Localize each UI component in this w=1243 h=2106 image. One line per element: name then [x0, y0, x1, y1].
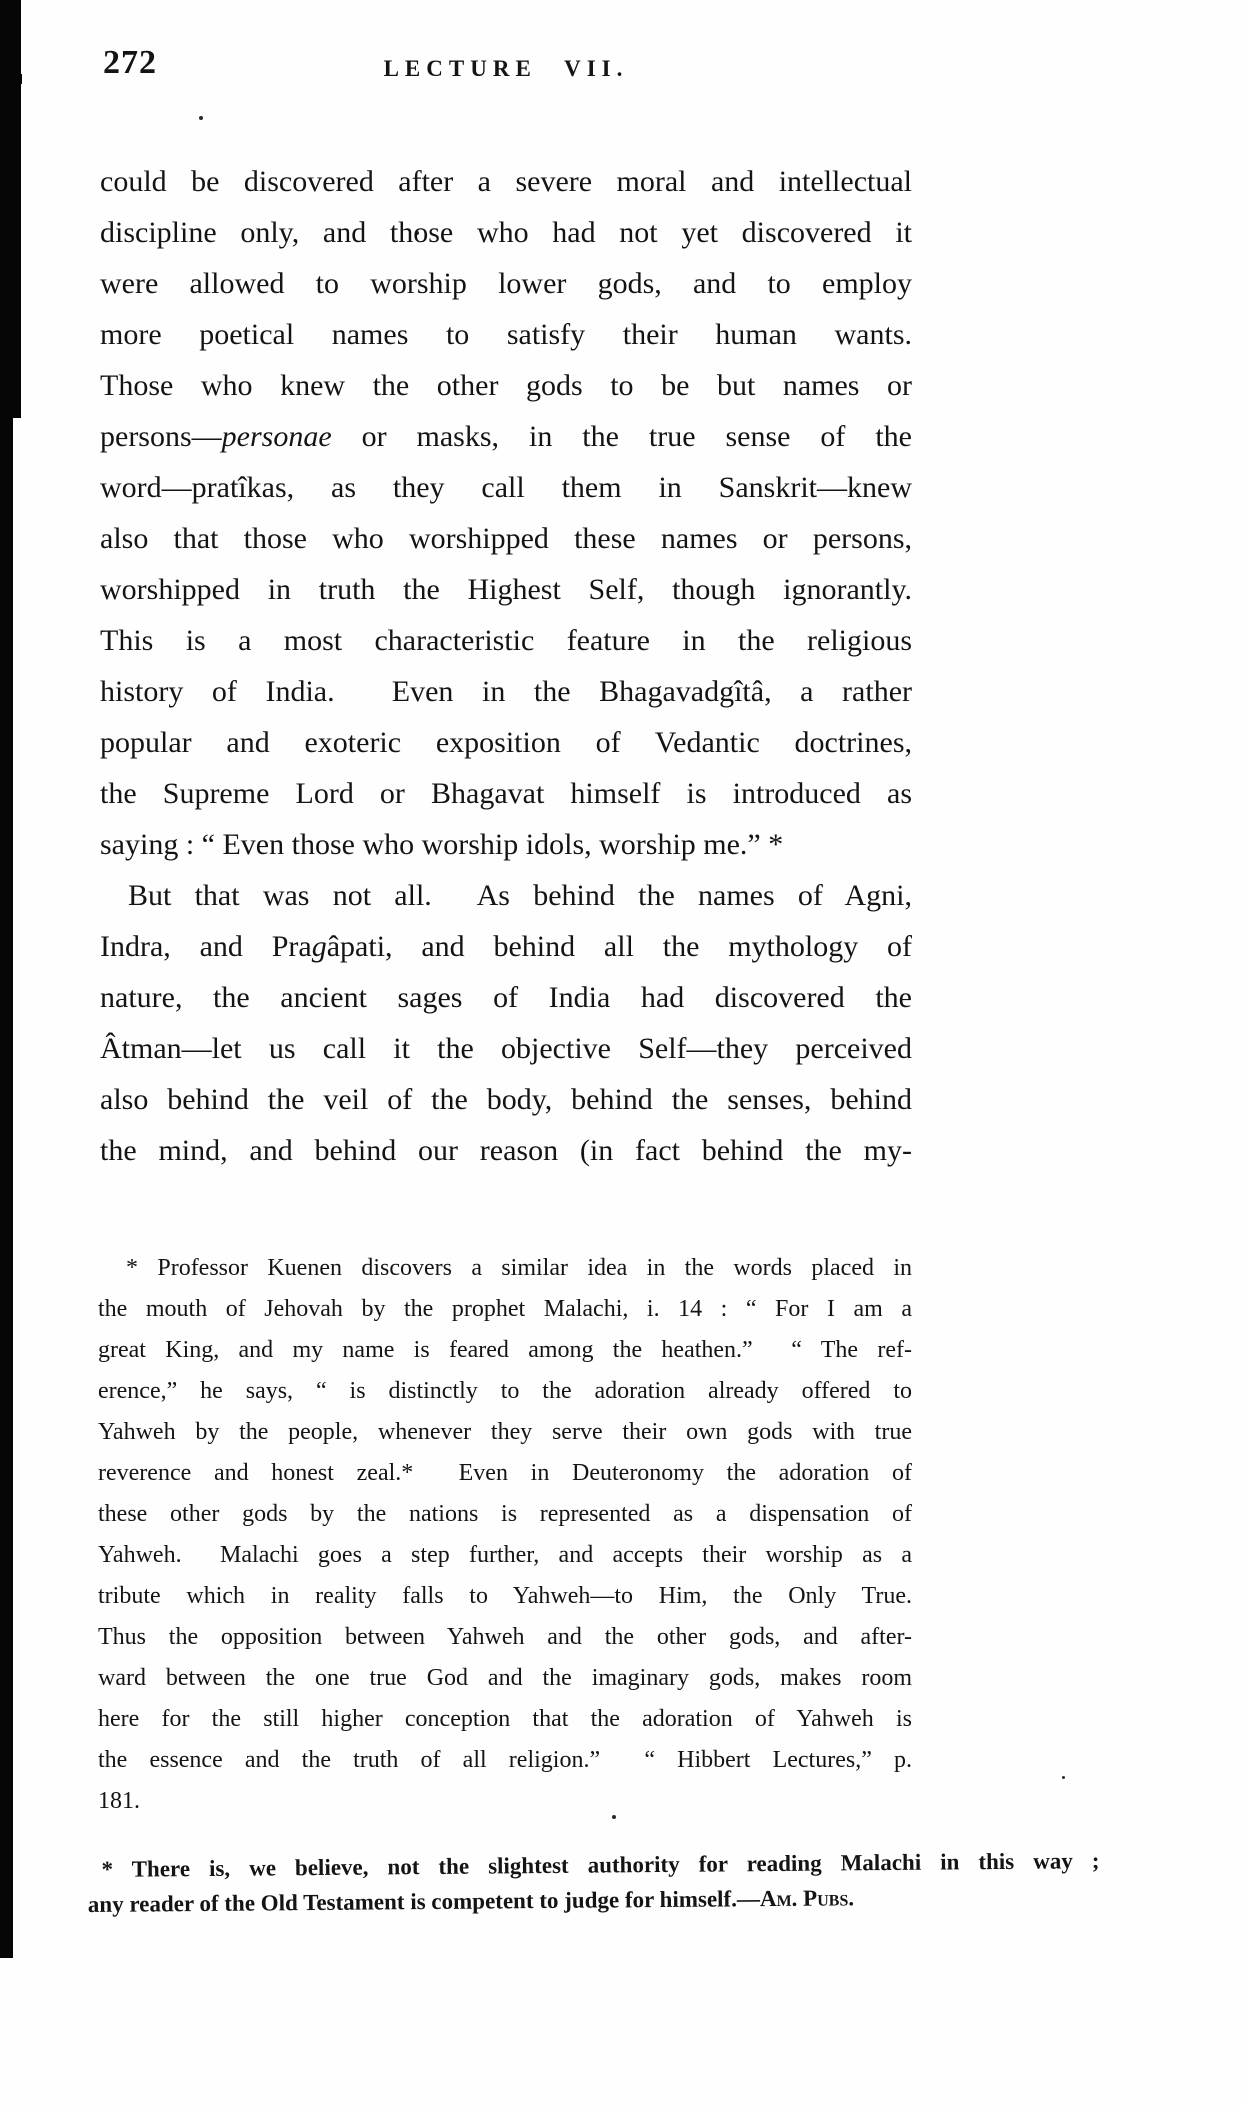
text-line: reverence and honest zeal.* Even in Deuteronomy the adoration of — [98, 1460, 912, 1486]
text-line: more poetical names to satisfy their human wants. — [100, 318, 912, 351]
text-line: also that those who worshipped these names or persons, — [100, 522, 912, 555]
text-line: these other gods by the nations is represented as a dispensation of — [98, 1501, 912, 1527]
text-line: were allowed to worship lower gods, and to employ — [100, 267, 912, 300]
text-line: ward between the one true God and the imaginary gods, makes room — [98, 1665, 912, 1691]
scan-edge-artifact-top — [0, 0, 21, 418]
paragraph — [100, 870, 912, 1176]
text-line: persons—personae or masks, in the true sense of the — [100, 420, 912, 453]
text-line: Yahweh by the people, whenever they serve their own gods with true — [98, 1419, 912, 1445]
text-line: Thus the opposition between Yahweh and the other gods, and after- — [98, 1624, 912, 1650]
text-line: Indra, and Pragâpati, and behind all the mythology of — [100, 930, 912, 963]
text-line: great King, and my name is feared among the heathen.” “ The ref- — [98, 1337, 912, 1363]
scan-edge-mark — [13, 74, 22, 84]
text-line: 181. — [98, 1788, 140, 1814]
text-line: here for the still higher conception that the adoration of Yahweh is — [98, 1706, 912, 1732]
text-line: word—pratîkas, as they call them in Sanskrit—knew — [100, 471, 912, 504]
text-line: nature, the ancient sages of India had discovered the — [100, 981, 912, 1014]
text-line: the Supreme Lord or Bhagavat himself is introduced as — [100, 777, 912, 810]
text-line: saying : “ Even those who worship idols, worship me.” * — [100, 828, 784, 861]
text-line: any reader of the Old Testament is competent to judge for himself.—Am. Pubs. — [87, 1885, 855, 1918]
scan-edge-mark — [13, 218, 20, 244]
scan-speck — [199, 116, 203, 120]
page-number: 272 — [103, 44, 157, 81]
text-line: This is a most characteristic feature in the religious — [100, 624, 912, 657]
text-line: the mind, and behind our reason (in fact behind the my- — [100, 1134, 912, 1167]
body-text — [100, 156, 912, 1176]
text-line: worshipped in truth the Highest Self, though ignorantly. — [100, 573, 912, 606]
text-line: Those who knew the other gods to be but names or — [100, 369, 912, 402]
footnote-kuenen — [98, 1248, 912, 1822]
scan-speck — [1062, 1776, 1065, 1779]
text-line: Yahweh. Malachi goes a step further, and accepts their worship as a — [98, 1542, 912, 1568]
text-line: * There is, we believe, not the slightest authority for reading Malachi in this way ; — [101, 1848, 1100, 1882]
footnote-american-publishers — [87, 1843, 1100, 1922]
text-line: the mouth of Jehovah by the prophet Malachi, i. 14 : “ For I am a — [98, 1296, 912, 1322]
text-line: * Professor Kuenen discovers a similar idea in the words placed in — [126, 1255, 912, 1281]
text-line: tribute which in reality falls to Yahweh—to Him, the Only True. — [98, 1583, 912, 1609]
text-line: history of India. Even in the Bhagavadgîtâ, a rather — [100, 675, 912, 708]
text-line: discipline only, and those who had not yet discovered it — [100, 216, 912, 249]
text-line: could be discovered after a severe moral and intellectual — [100, 165, 912, 198]
text-line: But that was not all. As behind the names of Agni, — [128, 879, 912, 912]
text-line: popular and exoteric exposition of Vedantic doctrines, — [100, 726, 912, 759]
paragraph — [100, 156, 912, 870]
text-line: erence,” he says, “ is distinctly to the adoration already offered to — [98, 1378, 912, 1404]
running-header: LECTURE VII. — [383, 56, 629, 81]
text-line: Âtman—let us call it the objective Self—they perceived — [100, 1032, 912, 1065]
text-line: the essence and the truth of all religion.” “ Hibbert Lectures,” p. — [98, 1747, 912, 1773]
text-line: also behind the veil of the body, behind the senses, behind — [100, 1083, 912, 1116]
